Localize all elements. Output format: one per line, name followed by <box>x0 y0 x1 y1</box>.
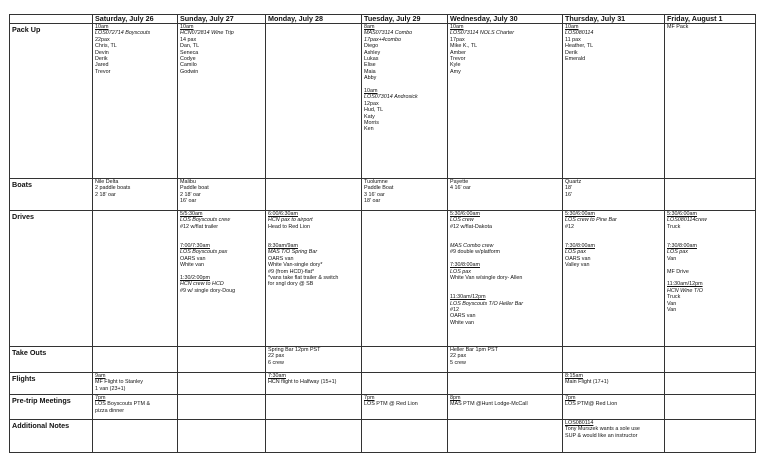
cell-line: LOS pax <box>565 249 586 256</box>
cell-line: HCN pax to airport <box>268 217 313 224</box>
cell-line: Nile Delta <box>95 179 119 185</box>
day-header-wednesday: Wednesday, July 30 <box>448 15 563 24</box>
cell-line: 18' oar <box>364 198 381 205</box>
cell-line: Dan, TL <box>180 43 200 50</box>
cell-line: 2 18' oar <box>95 191 116 198</box>
schedule-cell <box>266 373 362 395</box>
cell-line: Tony Murszek wants a sole use <box>565 426 640 433</box>
cell-line: 4 16' oar <box>450 185 471 192</box>
cell-line: Trevor <box>95 68 111 75</box>
schedule-cell <box>178 211 266 347</box>
cell-line: Lukas <box>364 56 379 63</box>
cell-line: 8pm <box>450 395 461 401</box>
cell-line: 6:00/6:30am <box>268 211 298 217</box>
cell-line: Truck <box>667 294 681 301</box>
cell-line: Main Flight (17+1) <box>565 379 609 386</box>
cell-line: LOS Boyscouts PTM & <box>95 401 151 408</box>
schedule-cell <box>563 395 665 420</box>
row-header: Flights <box>10 373 93 395</box>
cell-line: 7:00/7:30am <box>180 243 210 249</box>
cell-line: Morris <box>364 120 379 127</box>
day-header-saturday: Saturday, July 26 <box>93 15 178 24</box>
cell-line: Ashley <box>364 49 381 56</box>
schedule-cell <box>665 395 756 420</box>
cell-line: 10am <box>180 24 194 30</box>
cell-line: for sngl dory @ SB <box>268 281 314 288</box>
cell-line: Amy <box>450 68 461 75</box>
cell-line: 7pm <box>565 395 576 401</box>
cell-line: LOS Boyscouts crew <box>180 217 231 224</box>
corner-header <box>10 15 93 24</box>
day-header-friday: Friday, August 1 <box>665 15 756 24</box>
cell-line: 5 crew <box>450 359 466 366</box>
schedule-cell <box>665 211 756 347</box>
cell-line: 1 van (23+1) <box>95 385 126 392</box>
cell-line: Payette <box>450 179 469 185</box>
cell-line: Derik <box>565 49 578 56</box>
cell-line: MF Pack <box>667 24 689 30</box>
schedule-cell <box>178 179 266 211</box>
schedule-cell <box>178 347 266 373</box>
cell-line: Malibu <box>180 179 196 185</box>
schedule-cell <box>93 179 178 211</box>
schedule-cell <box>93 211 178 347</box>
cell-line: Chris, TL <box>95 43 117 50</box>
schedule-cell <box>178 395 266 420</box>
cell-line: SUP & would like an instructor <box>565 432 638 439</box>
day-header-sunday: Sunday, July 27 <box>178 15 266 24</box>
schedule-cell <box>362 24 448 179</box>
cell-line: Paddle boat <box>180 185 209 192</box>
schedule-cell <box>93 347 178 373</box>
schedule-cell <box>448 420 563 453</box>
cell-line: 18' <box>565 185 573 192</box>
cell-line: 7:30/8:00am <box>450 262 480 269</box>
schedule-cell <box>448 24 563 179</box>
cell-line: OARS van <box>565 255 591 262</box>
cell-line: White Van w/single dory- Allen <box>450 275 523 282</box>
cell-line: LOS PTM@ Red Lion <box>565 401 618 408</box>
schedule-cell <box>266 347 362 373</box>
cell-line: 5:30/6:00am <box>450 211 480 217</box>
cell-line: 16' oar <box>180 198 197 205</box>
cell-line: Katy <box>364 113 375 120</box>
cell-line: MAS PTM @Hunt Lodge-McCall <box>450 401 528 408</box>
schedule-cell <box>563 373 665 395</box>
cell-line: 5:30/6:00am <box>565 211 595 217</box>
cell-line: 10am <box>364 88 378 95</box>
cell-line: #12 <box>565 223 574 230</box>
cell-line: LOS crew <box>450 217 474 224</box>
schedule-cell <box>178 420 266 453</box>
cell-line: Paddle Boat <box>364 185 394 192</box>
schedule-cell <box>563 211 665 347</box>
schedule-cell <box>362 211 448 347</box>
cell-line: LOS Boyscouts T/O Heller Bar <box>450 300 524 307</box>
day-header-tuesday: Tuesday, July 29 <box>362 15 448 24</box>
cell-line: 7pm <box>95 395 106 401</box>
cell-line: #9 double w/platform <box>450 249 501 256</box>
schedule-cell <box>448 395 563 420</box>
cell-line: 7pm <box>364 395 375 401</box>
cell-line: Kyle <box>450 62 461 69</box>
schedule-row <box>10 211 756 347</box>
cell-line: 8:15am <box>565 373 583 379</box>
cell-line: Tuolumne <box>364 179 388 185</box>
schedule-cell <box>665 179 756 211</box>
schedule-cell <box>563 179 665 211</box>
cell-line: #9 w/ single dory-Doug <box>180 287 236 294</box>
schedule-row <box>10 373 756 395</box>
schedule-cell <box>362 347 448 373</box>
row-header: Boats <box>10 179 93 211</box>
cell-line: Heller Bar 1pm PST <box>450 347 498 353</box>
cell-line: LOS072714 Boyscouts <box>95 30 151 37</box>
schedule-body <box>10 24 756 453</box>
schedule-cell <box>665 373 756 395</box>
schedule-row <box>10 179 756 211</box>
cell-line: 22 pax <box>268 353 285 360</box>
cell-line: White Van-single dory* <box>268 262 323 269</box>
schedule-cell <box>362 179 448 211</box>
cell-line: Diego <box>364 43 379 50</box>
row-header: Pack Up <box>10 24 93 179</box>
cell-line: LOS crew to Pine Bar <box>565 217 617 224</box>
cell-line: MF Drive <box>667 268 689 275</box>
cell-line: White van <box>180 262 204 269</box>
cell-line: Derik <box>95 56 108 63</box>
row-header: Additional Notes <box>10 420 93 453</box>
cell-line: 3 16' oar <box>364 191 385 198</box>
cell-line: Maia <box>364 68 376 75</box>
cell-line: 8:30am/9am <box>268 243 298 249</box>
cell-line: Mike K., TL <box>450 43 478 50</box>
schedule-row <box>10 347 756 373</box>
cell-line: Trevor <box>450 56 466 63</box>
row-header: Drives <box>10 211 93 347</box>
cell-line: 10am <box>95 24 109 30</box>
row-header: Pre-trip Meetings <box>10 395 93 420</box>
schedule-cell <box>563 420 665 453</box>
cell-line: Camilo <box>180 62 197 69</box>
cell-line: 11 pax <box>565 36 581 43</box>
cell-line: #9 (from HCD)-flat* <box>268 268 315 275</box>
schedule-row <box>10 24 756 179</box>
schedule-cell <box>448 179 563 211</box>
cell-line: 2 paddle boats <box>95 185 131 192</box>
cell-line: 17pax <box>450 36 465 43</box>
cell-line: 6 crew <box>268 359 284 366</box>
cell-line: Emerald <box>565 56 586 63</box>
cell-line: Head to Red Lion <box>268 223 310 230</box>
cell-line: Hud, TL <box>364 107 384 114</box>
schedule-table <box>9 14 756 453</box>
schedule-cell <box>266 179 362 211</box>
cell-line: Elise <box>364 62 376 69</box>
schedule-cell <box>266 24 362 179</box>
cell-line: LOS080114crew <box>667 217 707 224</box>
cell-line: Heather, TL <box>565 43 594 50</box>
schedule-cell <box>665 24 756 179</box>
cell-line: Van <box>667 255 677 262</box>
schedule-cell <box>178 24 266 179</box>
cell-line: #12 <box>450 307 459 314</box>
schedule-cell <box>178 373 266 395</box>
schedule-cell <box>266 211 362 347</box>
cell-line: MF Flight to Stanley <box>95 379 143 386</box>
schedule-cell <box>563 347 665 373</box>
schedule-cell <box>266 420 362 453</box>
schedule-cell <box>448 373 563 395</box>
cell-line: Ken <box>364 126 374 133</box>
schedule-cell <box>93 373 178 395</box>
schedule-cell <box>362 395 448 420</box>
cell-line: #12 w/flat-Dakota <box>450 223 492 230</box>
cell-line: Amber <box>450 49 466 56</box>
cell-line: 7:30/8:00am <box>565 243 595 249</box>
cell-line: 5/5:30am <box>180 211 203 217</box>
cell-line: LOS Boyscouts pax <box>180 249 228 256</box>
cell-line: LOS073114 NOLS Charter <box>450 30 515 37</box>
day-header-monday: Monday, July 28 <box>266 15 362 24</box>
cell-line: 7:30/8:00am <box>667 243 697 249</box>
cell-line: Codye <box>180 56 196 63</box>
cell-line: 1:30/2:00pm <box>180 275 210 282</box>
cell-line: Seneca <box>180 49 199 56</box>
cell-line: MAS T/O Spring Bar <box>268 249 318 256</box>
header-row <box>10 15 756 24</box>
cell-line: 17pax+4combo <box>364 36 402 43</box>
cell-line: 11:30am/12pm <box>450 294 486 301</box>
cell-line: 14 pax <box>180 36 197 43</box>
cell-line: LOS073014 Androsick <box>364 94 418 101</box>
cell-line: 12pax <box>364 100 379 107</box>
cell-line: 11:30am/12pm <box>667 281 703 288</box>
schedule-cell <box>93 395 178 420</box>
cell-line: Abby <box>364 75 377 82</box>
schedule-row <box>10 420 756 453</box>
schedule-cell <box>93 24 178 179</box>
cell-line: 10am <box>565 24 579 30</box>
cell-line: 22pax <box>95 36 110 43</box>
schedule-cell <box>362 373 448 395</box>
cell-line: LOS080114 <box>565 420 594 426</box>
cell-line: OARS van <box>268 255 294 262</box>
cell-line: HCN crew to HCD <box>180 281 224 288</box>
cell-line: OARS van <box>180 255 206 262</box>
cell-line: 22 pax <box>450 353 467 360</box>
cell-line: LOS PTM @ Red Lion <box>364 401 418 408</box>
cell-line: Quartz <box>565 179 582 185</box>
cell-line: #12 w/flat trailer <box>180 223 219 230</box>
cell-line: 7:30am <box>268 373 286 379</box>
schedule-cell <box>362 420 448 453</box>
schedule-row <box>10 395 756 420</box>
day-header-thursday: Thursday, July 31 <box>563 15 665 24</box>
cell-line: pizza dinner <box>95 407 125 414</box>
cell-line: MAS Combo crew <box>450 243 494 249</box>
row-header: Take Outs <box>10 347 93 373</box>
cell-line: Van <box>667 300 677 307</box>
cell-line: Truck <box>667 223 681 230</box>
schedule-cell <box>665 420 756 453</box>
cell-line: LOS pax <box>450 268 471 275</box>
cell-line: 5:30/6:00am <box>667 211 697 217</box>
cell-line: 16' <box>565 191 573 198</box>
cell-line: LOS080114 <box>565 30 594 37</box>
cell-line: OARS van <box>450 313 476 320</box>
cell-line: Devin <box>95 49 109 56</box>
cell-line: HCN flight to Halfway (15+1) <box>268 379 337 386</box>
schedule-cell <box>93 420 178 453</box>
schedule-cell <box>563 24 665 179</box>
cell-line: HCN072814 Wine Trip <box>180 30 234 37</box>
cell-line: Valley van <box>565 262 590 269</box>
cell-line: White van <box>450 319 474 326</box>
cell-line: MAS073114 Combo <box>364 30 413 37</box>
cell-line: 2 18' oar <box>180 191 201 198</box>
schedule-cell <box>448 347 563 373</box>
cell-line: 10am <box>450 24 464 30</box>
cell-line: 9am <box>95 373 106 379</box>
schedule-cell <box>448 211 563 347</box>
cell-line: HCN Wine T/O <box>667 287 703 294</box>
schedule-cell <box>266 395 362 420</box>
cell-line: Spring Bar 12pm PST <box>268 347 321 353</box>
cell-line: *vans take flat trailer & switch <box>268 275 339 282</box>
cell-line: Van <box>667 307 677 314</box>
cell-line: Godwin <box>180 68 199 75</box>
cell-line: LOS pax <box>667 249 688 256</box>
cell-line: Jared <box>95 62 109 69</box>
cell-line: 8am <box>364 24 375 30</box>
schedule-cell <box>665 347 756 373</box>
